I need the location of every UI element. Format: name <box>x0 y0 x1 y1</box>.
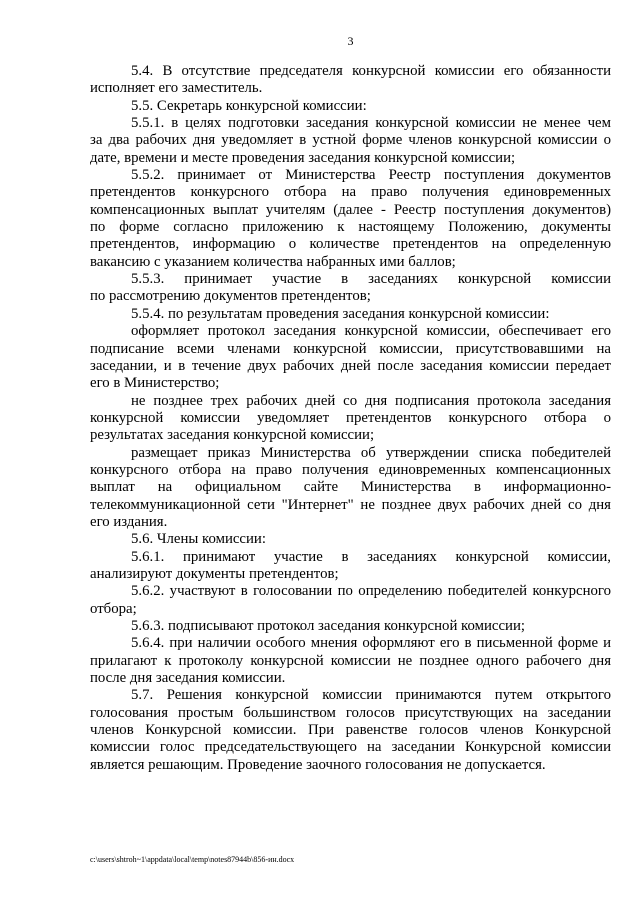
text-line: за два рабочих дня уведомляет в устной форме членов конкурсной комиссии о <box>90 132 611 149</box>
text-line: не позднее трех рабочих дней со дня подписания протокола заседания <box>131 392 611 409</box>
paragraph <box>90 98 611 115</box>
text-line: по форме согласно приложению к настоящему Положению, документы <box>90 219 611 236</box>
text-line: вакансию с указанием количества набранных ими баллов; <box>90 253 456 270</box>
text-line: результатах заседания конкурсной комиссии; <box>90 427 375 444</box>
paragraph <box>90 583 611 618</box>
text-line: 5.5.2. принимает от Министерства Реестр поступления документов <box>131 167 611 184</box>
text-line: подписание всеми членами конкурсной комиссии, присутствовавшими на <box>90 340 611 357</box>
paragraph <box>90 63 611 98</box>
text-line: компенсационных выплат учителям (далее - Реестр поступления документов) <box>90 201 611 218</box>
text-line: его в Министерство; <box>90 375 220 392</box>
text-line: комиссии голос председательствующего на заседании Конкурсной комиссии <box>90 739 611 756</box>
paragraph <box>90 618 611 635</box>
text-line: 5.7. Решения конкурсной комиссии принимаются путем открытого <box>131 687 611 704</box>
text-line: заседании, и в течение двух рабочих дней после заседания комиссии передает <box>90 357 611 374</box>
text-line: дате, времени и месте проведения заседания конкурсной комиссии; <box>90 149 516 166</box>
paragraph <box>90 115 611 167</box>
text-line: 5.6. Члены комиссии: <box>131 531 266 548</box>
paragraph <box>90 635 611 687</box>
text-line: претендентов, информацию о количестве претендентов на определенную <box>90 236 611 253</box>
paragraph <box>90 323 611 392</box>
text-line: членов Конкурсной комиссии. При равенстве голосов членов Конкурсной <box>90 722 611 739</box>
text-line: 5.5. Секретарь конкурсной комиссии: <box>131 97 367 114</box>
text-line: 5.4. В отсутствие председателя конкурсной комиссии его обязанности <box>131 63 611 79</box>
text-line: прилагают к протоколу конкурсной комиссии не позднее одного рабочего дня <box>90 652 611 669</box>
paragraph <box>90 549 611 584</box>
text-line: его издания. <box>90 513 168 530</box>
paragraph <box>90 271 611 306</box>
document-body <box>90 63 611 774</box>
file-path-footer: c:\users\shtroh~1\appdata\local\temp\notes87944b\856-ин.docx <box>90 855 295 864</box>
text-line: 5.5.1. в целях подготовки заседания конкурсной комиссии не менее чем <box>131 115 611 132</box>
text-line: размещает приказ Министерства об утверждении списка победителей <box>131 444 611 461</box>
text-line: 5.6.2. участвуют в голосовании по определению победителей конкурсного <box>131 583 611 600</box>
text-line: 5.6.1. принимают участие в заседаниях конкурсной комиссии, <box>131 548 611 565</box>
page-number: 3 <box>347 34 354 48</box>
text-line: исполняет его заместитель. <box>90 80 263 97</box>
text-line: 5.5.3. принимает участие в заседаниях конкурсной комиссии <box>131 271 611 288</box>
paragraph <box>90 687 611 774</box>
text-line: 5.6.3. подписывают протокол заседания конкурсной комиссии; <box>131 618 525 634</box>
text-line: 5.6.4. при наличии особого мнения оформляют его в письменной форме и <box>131 635 611 652</box>
text-line: конкурсного отбора на право получения единовременных компенсационных <box>90 461 611 478</box>
text-line: оформляет протокол заседания конкурсной комиссии, обеспечивает его <box>131 323 611 340</box>
text-line: претендентов конкурсного отбора на право получения единовременных <box>90 184 611 201</box>
text-line: анализируют документы претендентов; <box>90 565 339 582</box>
paragraph <box>90 393 611 445</box>
text-line: по рассмотрению документов претендентов; <box>90 288 371 305</box>
text-line: после дня заседания комиссии. <box>90 670 286 687</box>
text-line: 5.5.4. по результатам проведения заседания конкурсной комиссии: <box>131 305 550 322</box>
text-line: телекоммуникационной сети "Интернет" не позднее двух рабочих дней со дня <box>90 496 611 513</box>
paragraph <box>90 445 611 532</box>
text-line: голосования простым большинством голосов присутствующих на заседании <box>90 704 611 721</box>
text-line: отбора; <box>90 600 137 617</box>
text-line: является решающим. Проведение заочного голосования не допускается. <box>90 756 546 773</box>
text-line: конкурсной комиссии уведомляет претендентов конкурсного отбора о <box>90 409 611 426</box>
paragraph <box>90 531 611 548</box>
paragraph <box>90 167 611 271</box>
paragraph <box>90 306 611 323</box>
text-line: выплат на официальном сайте Министерства в информационно- <box>90 479 611 496</box>
